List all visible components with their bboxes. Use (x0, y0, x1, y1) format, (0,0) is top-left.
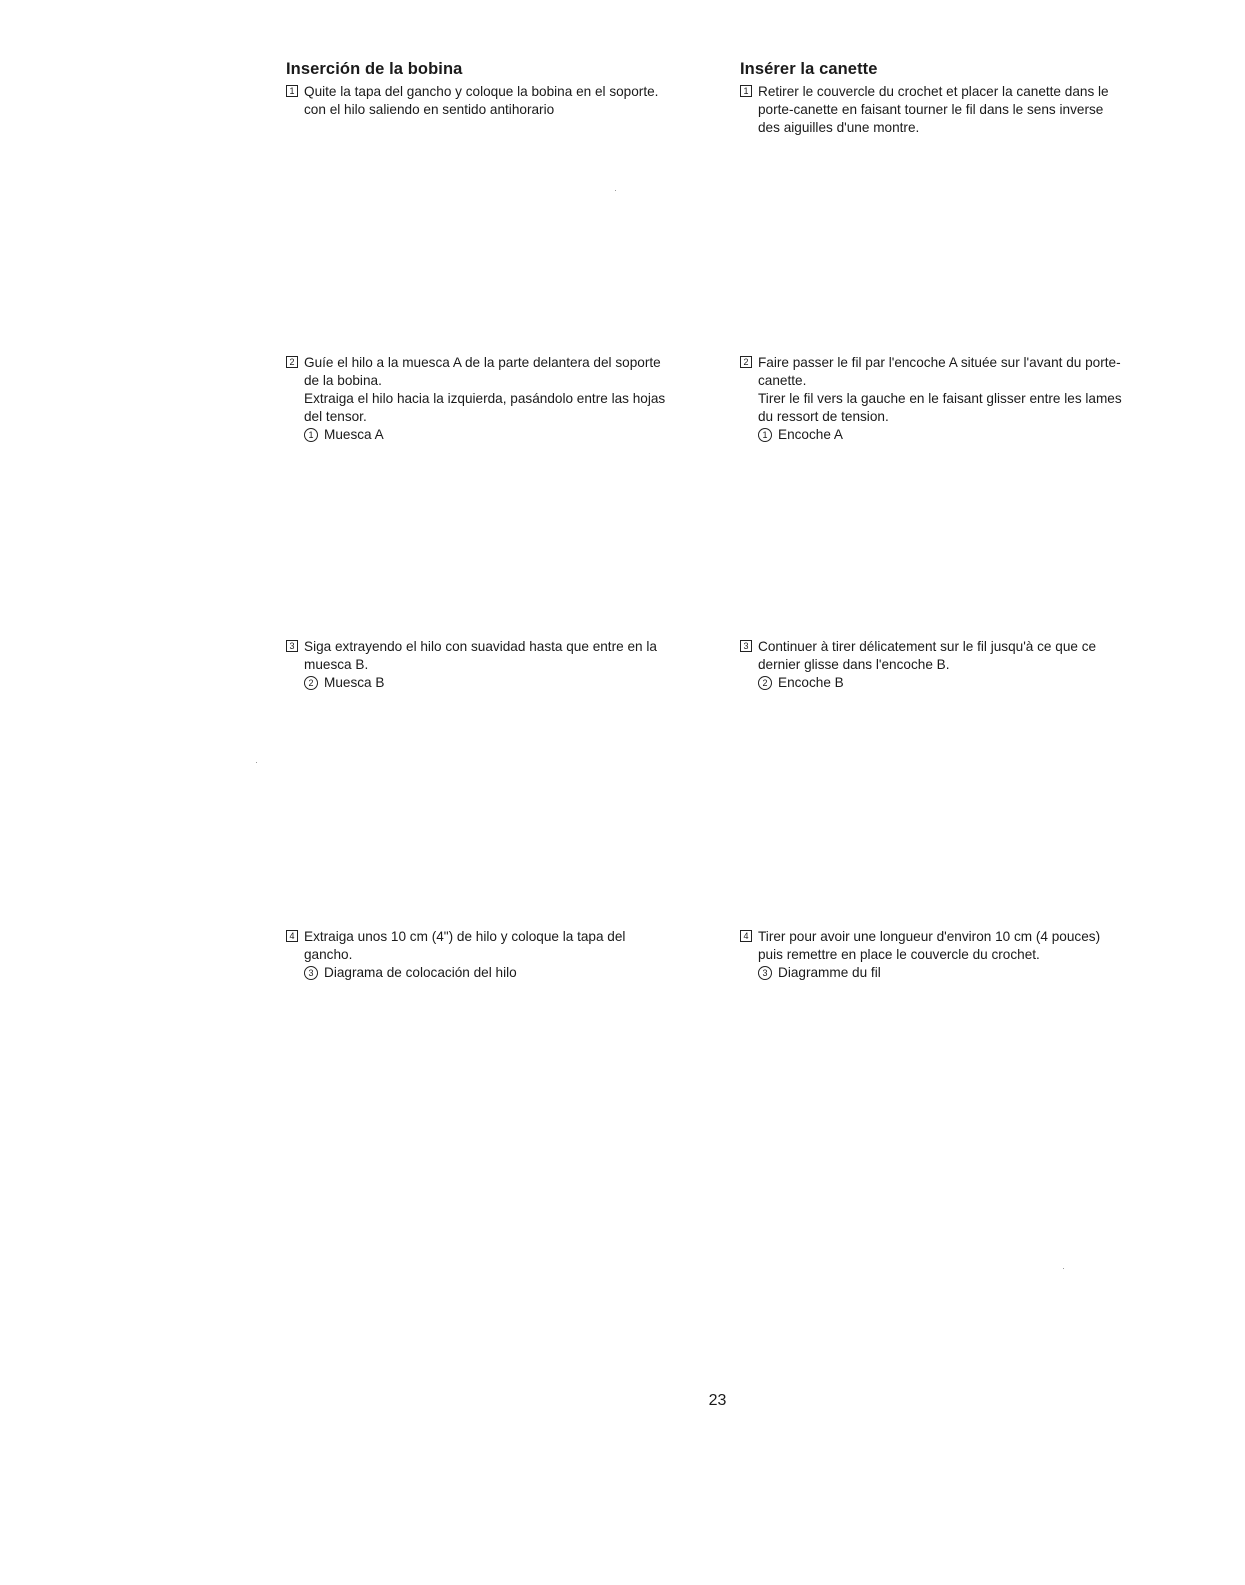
step-text: Faire passer le fil par l'encoche A située sur l'avant du porte- canette. (758, 355, 1121, 388)
step-number-box: 1 (286, 85, 298, 97)
callout-number: 1 (758, 428, 772, 442)
callout-text: Diagrama de colocación del hilo (324, 965, 517, 980)
spanish-step-3 (286, 638, 736, 692)
callout-label (758, 426, 1190, 444)
callout-text: Muesca A (324, 427, 384, 442)
callout-number: 3 (304, 966, 318, 980)
callout-number: 2 (304, 676, 318, 690)
step-number-box: 4 (740, 930, 752, 942)
callout-number: 2 (758, 676, 772, 690)
step-text: Quite la tapa del gancho y coloque la bobina en el soporte. con el hilo saliendo en sentido antihorario (304, 84, 659, 117)
page-number: 23 (708, 1392, 727, 1409)
callout-label (304, 964, 736, 982)
spanish-section-title: Inserción de la bobina (286, 60, 463, 78)
callout-number: 1 (304, 428, 318, 442)
step-number-box: 2 (740, 356, 752, 368)
step-number-box: 1 (740, 85, 752, 97)
callout-label (758, 674, 1190, 692)
french-step-1 (740, 83, 1190, 137)
step-text: Tirer pour avoir une longueur d'environ 10 cm (4 pouces) puis remettre en place le couvercle du crochet. (758, 929, 1101, 962)
spanish-step-4 (286, 928, 736, 982)
step-number-box: 3 (286, 640, 298, 652)
callout-label (304, 426, 736, 444)
scan-speck (1063, 1268, 1064, 1269)
callout-label (304, 674, 736, 692)
spanish-step-1 (286, 83, 736, 119)
callout-text: Diagramme du fil (778, 965, 881, 980)
scan-speck (256, 762, 257, 763)
callout-text: Encoche B (778, 675, 844, 690)
step-number-box: 4 (286, 930, 298, 942)
spanish-step-2 (286, 354, 736, 444)
step-text: Retirer le couvercle du crochet et placer la canette dans le porte-canette en faisant tourner le fil dans le sens inverse des aiguilles d'une montre. (758, 84, 1109, 135)
scan-speck (615, 190, 616, 191)
french-step-4 (740, 928, 1190, 982)
french-step-3 (740, 638, 1190, 692)
step-number-box: 2 (286, 356, 298, 368)
step-text: Extraiga unos 10 cm (4") de hilo y coloque la tapa del gancho. (304, 929, 626, 962)
step-text: Siga extrayendo el hilo con suavidad hasta que entre en la muesca B. (304, 639, 657, 672)
callout-text: Encoche A (778, 427, 843, 442)
step-text: Guíe el hilo a la muesca A de la parte delantera del soporte de la bobina. (304, 355, 661, 388)
callout-text: Muesca B (324, 675, 385, 690)
callout-label (758, 964, 1190, 982)
step-text-continued: Extraiga el hilo hacia la izquierda, pasándolo entre las hojas del tensor. (304, 391, 666, 424)
french-step-2 (740, 354, 1190, 444)
french-section-title: Insérer la canette (740, 60, 878, 78)
step-number-box: 3 (740, 640, 752, 652)
callout-number: 3 (758, 966, 772, 980)
step-text-continued: Tirer le fil vers la gauche en le faisant glisser entre les lames du ressort de tension. (758, 391, 1122, 424)
step-text: Continuer à tirer délicatement sur le fil jusqu'à ce que ce dernier glisse dans l'encoche B. (758, 639, 1097, 672)
